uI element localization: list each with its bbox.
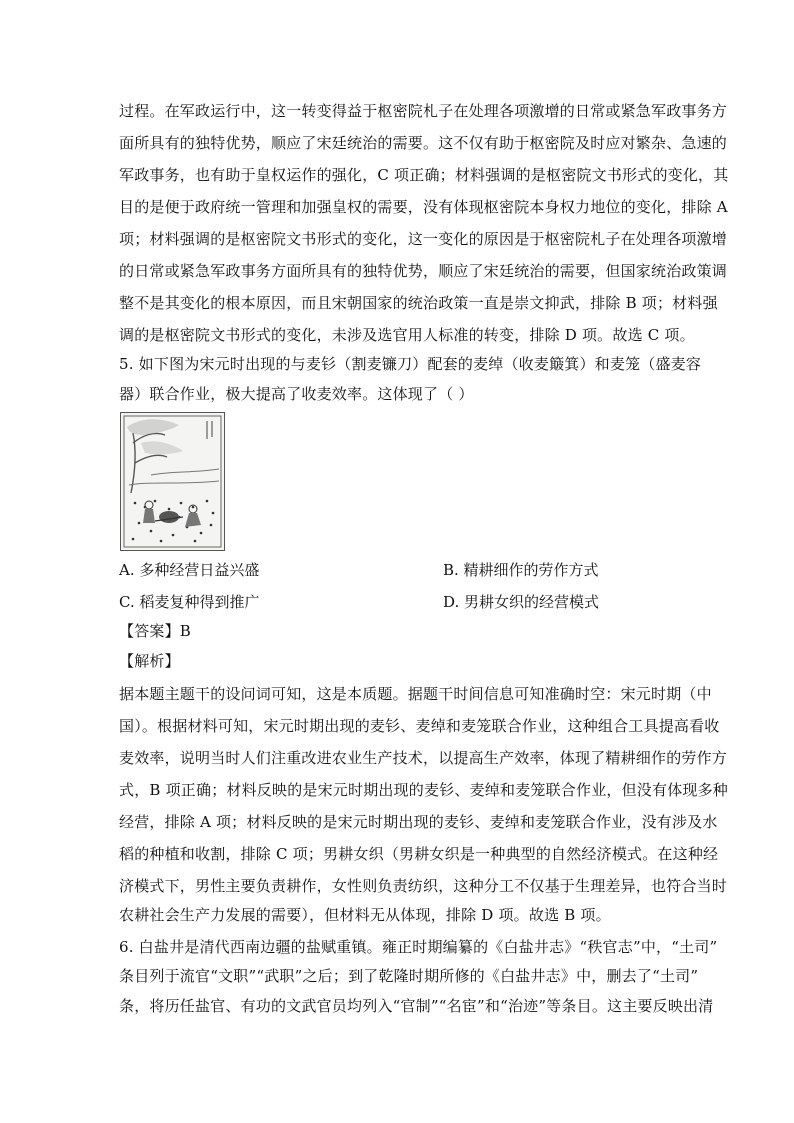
question-5-stem: 5. 如下图为宋元时出现的与麦钐（割麦镰刀）配套的麦绰（收麦簸箕）和麦笼（盛麦容 [119, 355, 702, 373]
question-6-stem: 6. 白盐井是清代西南边疆的盐赋重镇。雍正时期编纂的《白盐井志》“秩官志”中，“土司” [119, 938, 718, 956]
explanation-line: 项；材料强调的是枢密院文书形式的变化，这一变化的原因是于枢密院札子在处理各项激增 [119, 230, 728, 248]
explanation-line: 过程。在军政运行中，这一转变得益于枢密院札子在处理各项激增的日常或紧急军政事务方 [119, 102, 728, 120]
option-c: C. 稻麦复种得到推广 [119, 593, 260, 611]
analysis-line: 稻的种植和收割，排除 C 项；男耕女织（男耕女织是一种典型的自然经济模式。在这种经 [119, 845, 719, 863]
option-a: A. 多种经营日益兴盛 [119, 561, 260, 579]
question-6-stem: 条，将历任盐官、有功的文武官员均列入“官制”“名宦”和“治迹”等条目。这主要反映出清 [119, 997, 714, 1015]
harvest-illustration [120, 412, 225, 551]
analysis-line: 经营，排除 A 项；材料反映的是宋元时期出现的麦钐、麦绰和麦笼联合作业，没有涉及水 [119, 813, 718, 831]
analysis-line: 麦效率，说明当时人们注重改进农业生产技术，以提高生产效率，体现了精耕细作的劳作方 [119, 749, 728, 767]
question-5-stem: 器）联合作业，极大提高了收麦效率。这体现了（ ） [119, 385, 474, 403]
option-b: B. 精耕细作的劳作方式 [443, 561, 599, 579]
explanation-line: 整不是其变化的根本原因，而且宋朝国家的统治政策一直是崇文抑武，排除 B 项；材料强 [119, 294, 718, 312]
option-d: D. 男耕女织的经营模式 [443, 593, 600, 611]
analysis-line: 济模式下，男性主要负责耕作，女性则负责纺织，这种分工不仅基于生理差异，也符合当时 [119, 877, 728, 895]
question-6-stem: 条目列于流官“文职”“武职”之后；到了乾隆时期所修的《白盐井志》中，删去了“土司” [119, 967, 699, 985]
explanation-line: 的日常或紧急军政事务方面所具有的独特优势，顺应了宋廷统治的需要，但国家统治政策调 [119, 262, 728, 280]
explanation-line: 调的是枢密院文书形式的变化，未涉及选官用人标准的转变，排除 D 项。故选 C 项。 [119, 326, 695, 344]
explanation-line: 军政事务，也有助于皇权运作的强化，C 项正确；材料强调的是枢密院文书形式的变化，其 [119, 166, 729, 184]
explanation-line: 目的是便于政府统一管理和加强皇权的需要，没有体现枢密院本身权力地位的变化，排除 A [119, 198, 728, 216]
answer-label: 【答案】B [119, 622, 192, 640]
explanation-line: 面所具有的独特优势，顺应了宋廷统治的需要。这不仅有助于枢密院及时应对繁杂、急速的 [119, 134, 728, 152]
analysis-line: 据本题主题干的设问词可知，这是本质题。据题干时间信息可知准确时空：宋元时期（中 [119, 685, 712, 703]
analysis-line: 式，B 项正确；材料反映的是宋元时期出现的麦钐、麦绰和麦笼联合作业，但没有体现多种 [119, 781, 728, 799]
analysis-line: 国）。根据材料可知，宋元时期出现的麦钐、麦绰和麦笼联合作业，这种组合工具提高看收 [119, 717, 720, 735]
analysis-line: 农耕社会生产力发展的需要），但材料无从体现，排除 D 项。故选 B 项。 [119, 906, 611, 924]
analysis-header: 【解析】 [119, 652, 180, 670]
